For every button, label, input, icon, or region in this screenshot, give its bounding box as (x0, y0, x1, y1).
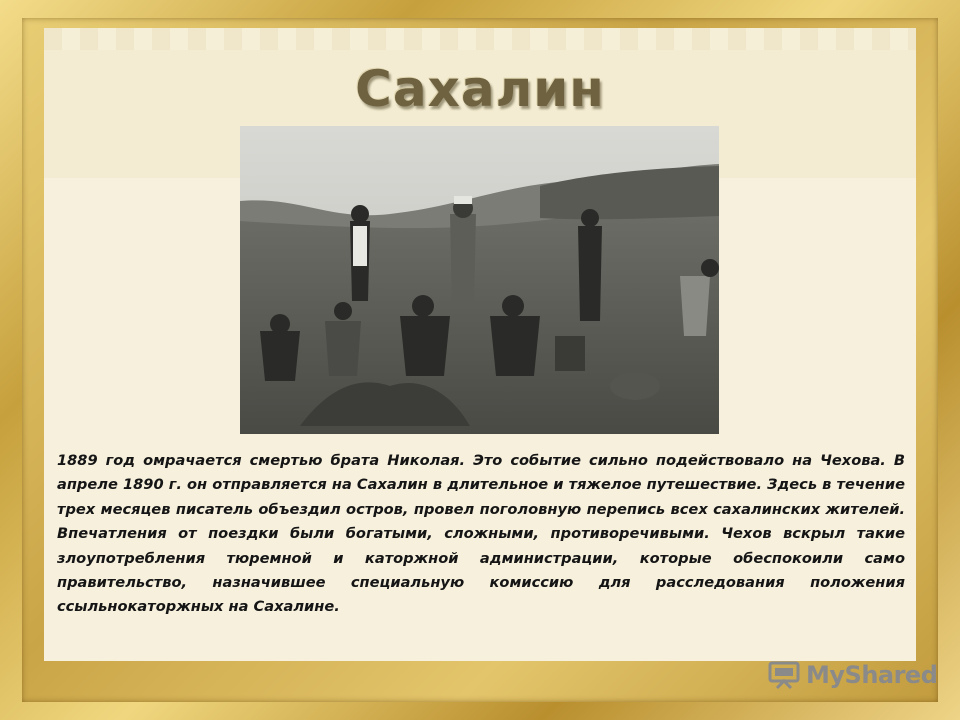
watermark-logo (768, 657, 937, 693)
historical-photo (240, 126, 719, 434)
presentation-screen-icon (768, 660, 800, 690)
slide-title: Сахалин (355, 60, 605, 118)
photo-illustration (240, 126, 719, 434)
watermark-text: MyShared (806, 661, 938, 689)
body-paragraph: 1889 год омрачается смертью брата Николая. Это событие сильно подействовало на Чехова. В апреле 1890 г. он отправляется на Сахалин в длительное и тяжелое путешествие. Здесь в течение трех месяцев писатель объездил остров, провел поголовную перепись всех сахалинских жителей. Впечатления от поездки были богатыми, сложными, противоречивыми. Чехов вскрыл такие злоупотребления тюремной и каторжной администрации, которые обеспокоили само правительство, назначившее специальную комиссию для расследования положения ссыльнокаторжных на Сахалине. (57, 452, 905, 616)
